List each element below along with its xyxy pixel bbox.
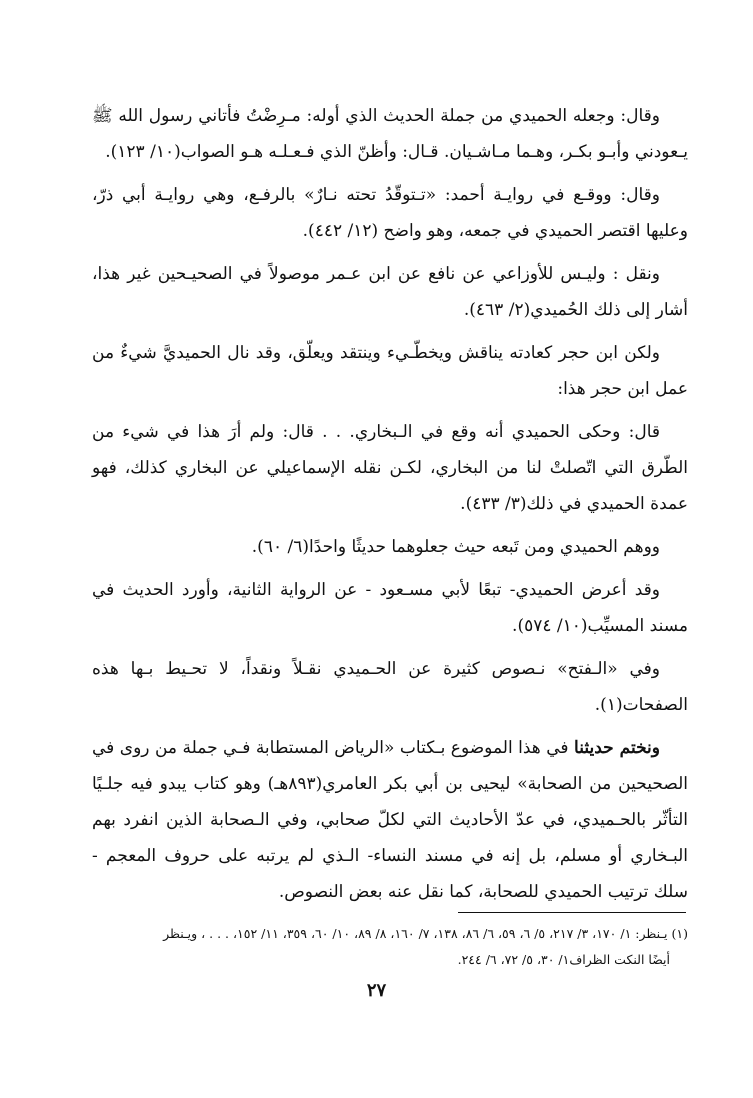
paragraph: وقد أعرض الحميدي- تبعًا لأبي مسـعود - عن الرواية الثانية، وأورد الحديث في مسند المسيِّب(١٠/ ٥٧٤). bbox=[92, 580, 688, 636]
paragraph: وفي «الـفتح» نـصوص كثيرة عن الحـميدي نقـلاً ونقداً، لا تحـيط بـها هذه الصفحات(١). bbox=[92, 659, 688, 715]
page-body bbox=[92, 98, 688, 917]
paragraph: وقال: وجعله الحميدي من جملة الحديث الذي أوله: مـرِضْتُ فأتاني رسول الله ﷺ يـعودني وأبـو بكـر، وهـما مـاشـيان. قـال: وأظنّ الذي فـعـلـه هـو الصواب(١٠/ ١٢٣). bbox=[92, 106, 688, 162]
page-number: ٢٧ bbox=[366, 980, 387, 1001]
paragraph: ووهم الحميدي ومن تَبعه حيث جعلوهما حديثًا واحدًا(٦/ ٦٠). bbox=[251, 537, 660, 557]
footnote bbox=[96, 921, 688, 973]
footnote-divider bbox=[458, 912, 686, 913]
paragraph-closing bbox=[92, 730, 688, 910]
footnote-line: أيضًا النكت الظراف١/ ٣٠، ٥/ ٧٢، ٦/ ٢٤٤. bbox=[457, 952, 670, 967]
bold-lead-phrase: ونختم حديثنا bbox=[574, 738, 660, 758]
paragraph: وقال: ووقـع في روايـة أحمد: «تـتوقّدُ تحته نـارٌ» بالرفـع، وهي روايـة أبي ذرّ، وعليها اقتصر الحميدي في جمعه، وهو واضح (١٢/ ٤٤٢). bbox=[92, 185, 688, 241]
paragraph-text: في هذا الموضوع بـكتاب «الرياض المستطابة فـي جملة من روى في الصحيحين من الصحابة» ليحيى بن أبي بكر العامري(٨٩٣هـ) وهو كتاب يبدو فيه جلـيًا التأثّر بالحـميدي، في عدّ الأحاديث التي لكلّ صحابي، وفي الـصحابة الذين انفرد بهم البـخاري أو مسلم، بل إنه في مسند النساء- الـذي لم يرتبه على حروف المعجم - سلك ترتيب الحميدي للصحابة، كما نقل عنه بعض النصوص. bbox=[92, 738, 688, 902]
footnote-line: (١) يـنظر: ١/ ١٧٠، ٣/ ٢١٧، ٥/ ٦، ٥٩، ٦/ ٨٦، ١٣٨، ٧/ ١٦٠، ٨/ ٨٩، ١٠/ ٦٠، ٣٥٩، ١١/ ١٥٢، . . . ، ويـنظر bbox=[163, 926, 688, 941]
paragraph: قال: وحكى الحميدي أنه وقع في الـبخاري. . . قال: ولم أرَ هذا في شيء من الطّرق التي اتّصلتْ لنا من البخاري، لكـن نقله الإسماعيلي عن البخاري كذلك، فهو عمدة الحميدي في ذلك(٣/ ٤٣٣). bbox=[92, 422, 688, 514]
paragraph: ولكن ابن حجر كعادته يناقش ويخطّـيء وينتقد ويعلّق، وقد نال الحميديَّ شيءٌ من عمل ابن حجر هذا: bbox=[92, 343, 688, 399]
paragraph: ونقل : وليـس للأوزاعي عن نافع عن ابن عـمر موصولاً في الصحيـحين غير هذا، أشار إلى ذلك الحُميدي(٢/ ٤٦٣). bbox=[92, 264, 688, 320]
